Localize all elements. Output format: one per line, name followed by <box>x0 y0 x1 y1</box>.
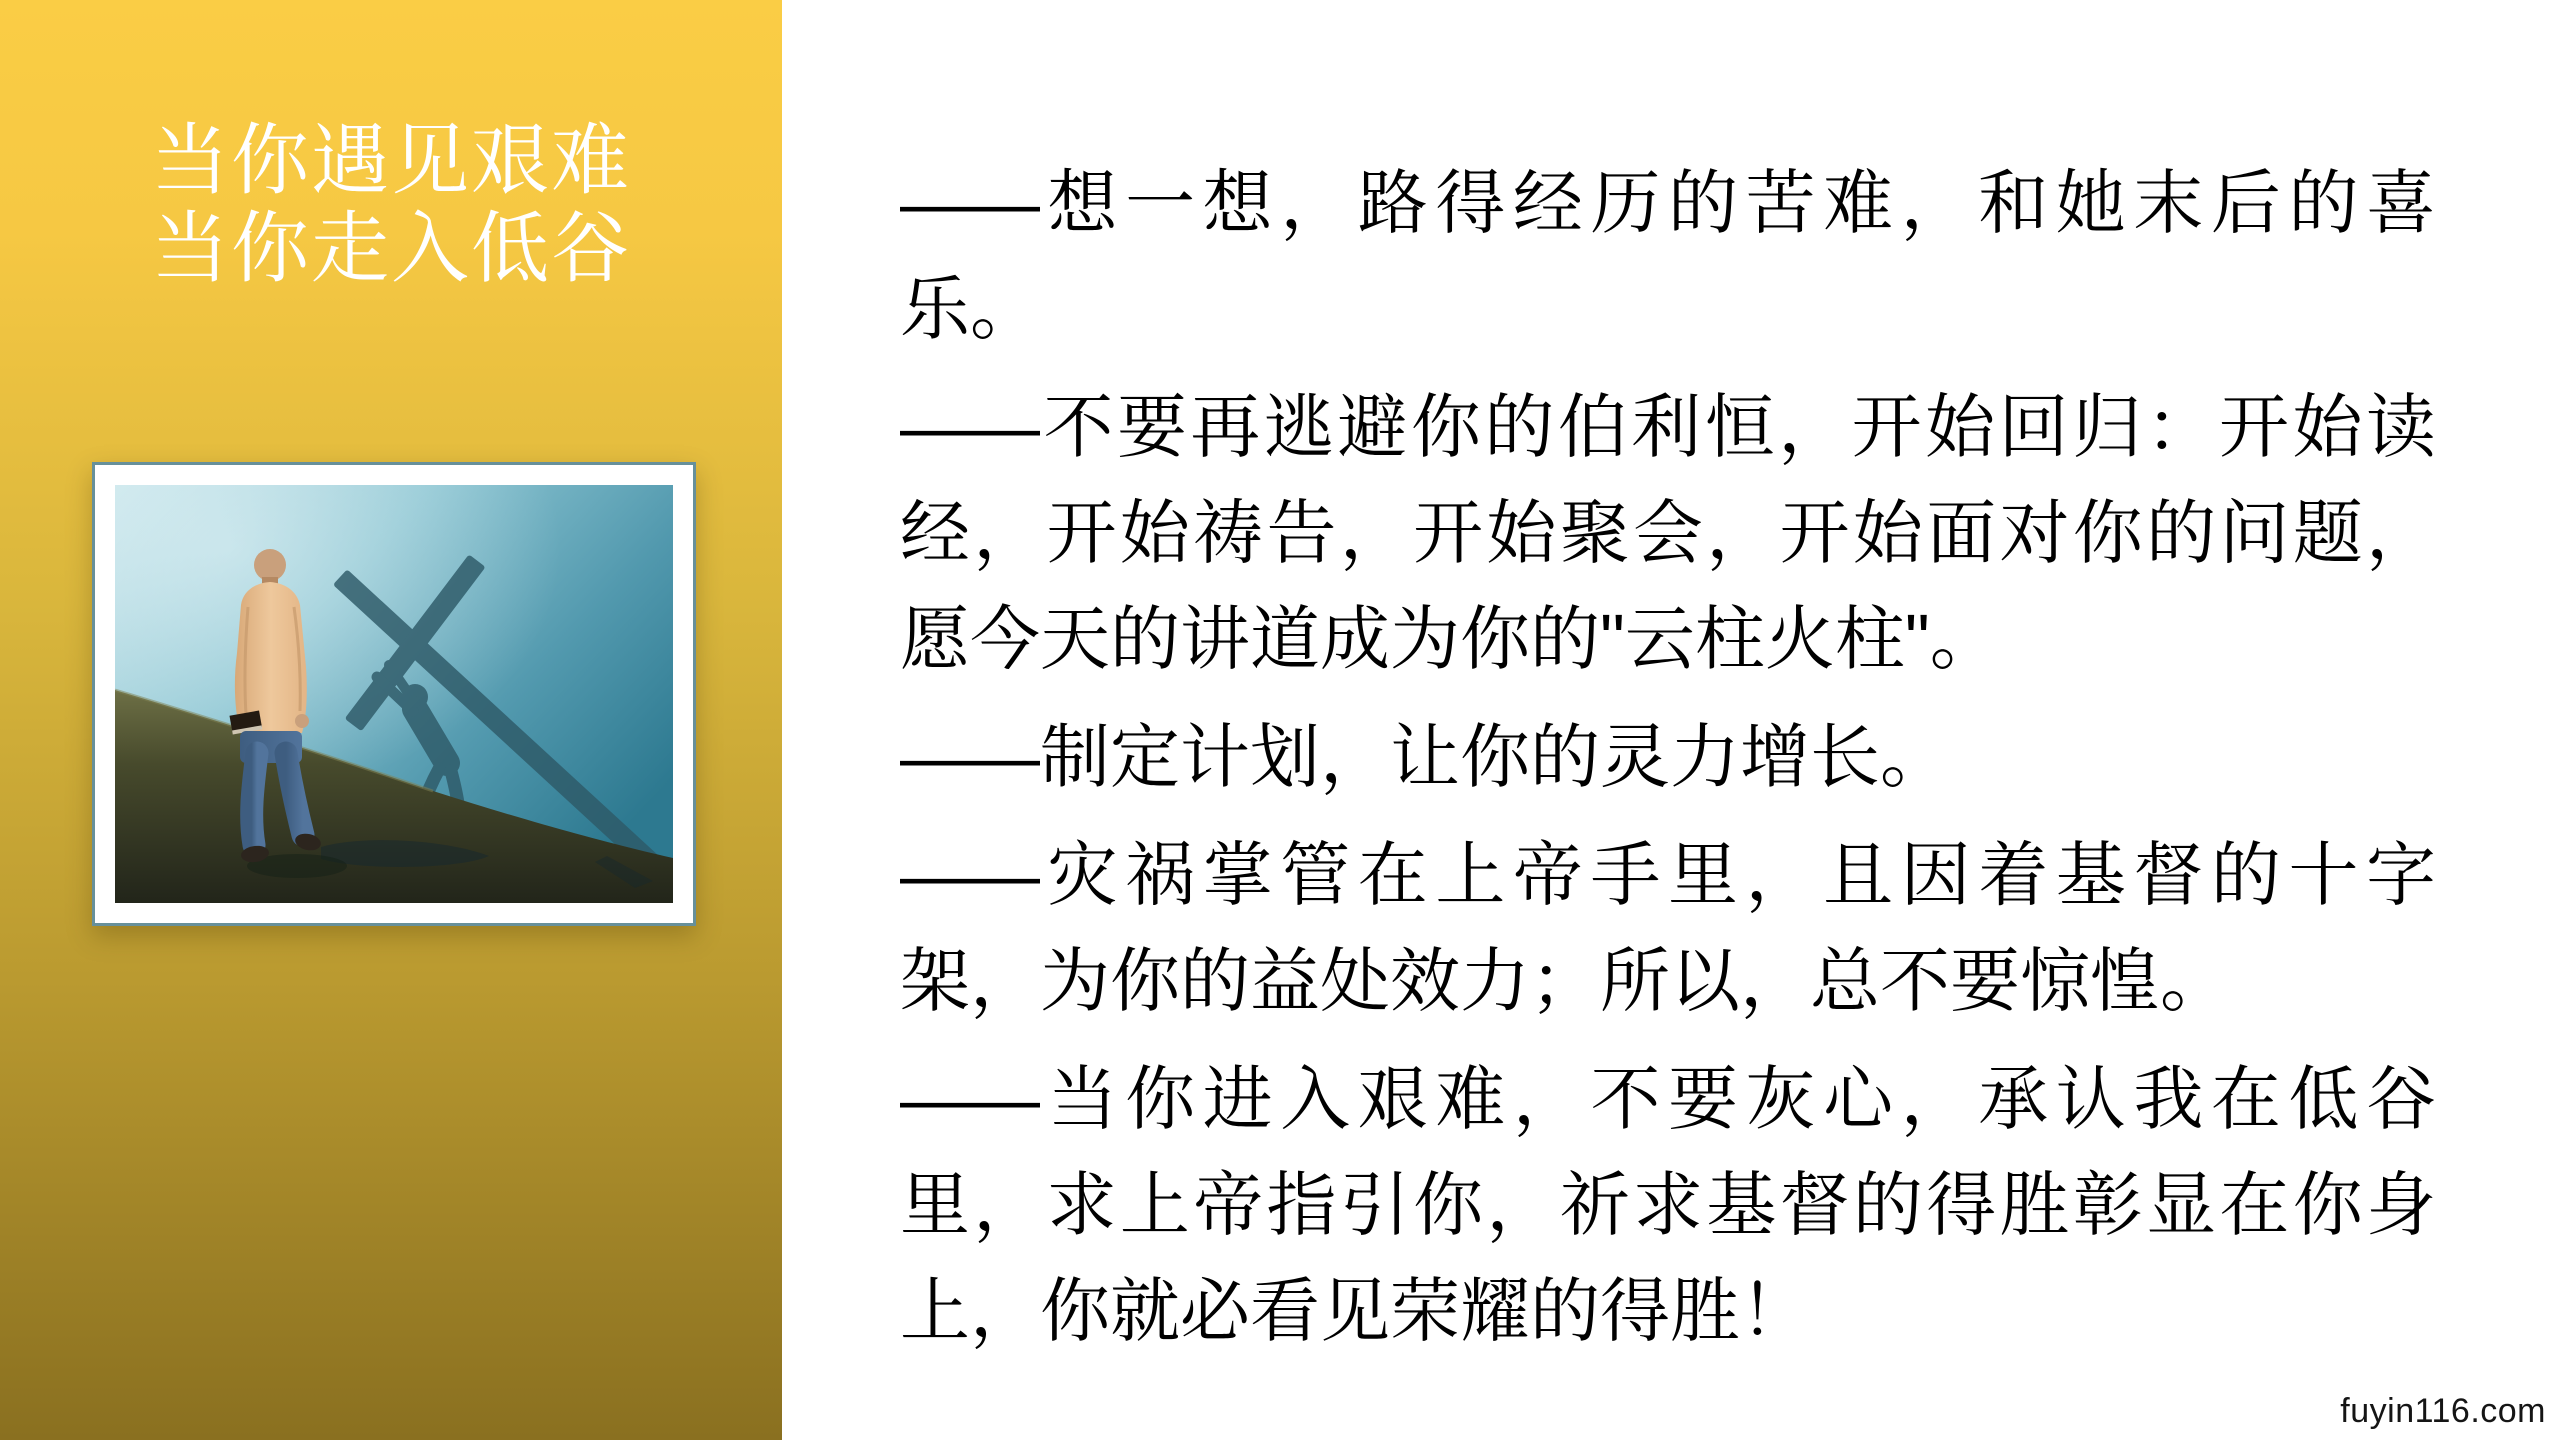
paragraph-1: ——想一想，路得经历的苦难，和她末后的喜乐。 <box>900 164 2436 348</box>
paragraph-5: ——当你进入艰难，不要灰心，承认我在低谷里，求上帝指引你，祈求基督的得胜彰显在你身上，你就必看见荣耀的得胜！ <box>900 1060 2436 1350</box>
photo-man-cross-shadow <box>115 485 673 903</box>
paragraph-3: ——制定计划，让你的灵力增长。 <box>900 718 1950 796</box>
photo-frame <box>92 462 696 926</box>
slide-title <box>0 116 782 292</box>
paragraph-2: ——不要再逃避你的伯利恒，开始回归：开始读经，开始祷告，开始聚会，开始面对你的问题，愿今天的讲道成为你的"云柱火柱"。 <box>900 388 2436 678</box>
watermark: fuyin116.com <box>2340 1392 2546 1430</box>
body-text <box>900 150 2436 1376</box>
paragraph-4: ——灾祸掌管在上帝手里，且因着基督的十字架，为你的益处效力；所以，总不要惊惶。 <box>900 836 2436 1020</box>
gold-sidebar <box>0 0 782 1440</box>
slide-title-line1: 当你遇见艰难 <box>150 116 631 204</box>
slide-title-line2: 当你走入低谷 <box>150 204 631 293</box>
